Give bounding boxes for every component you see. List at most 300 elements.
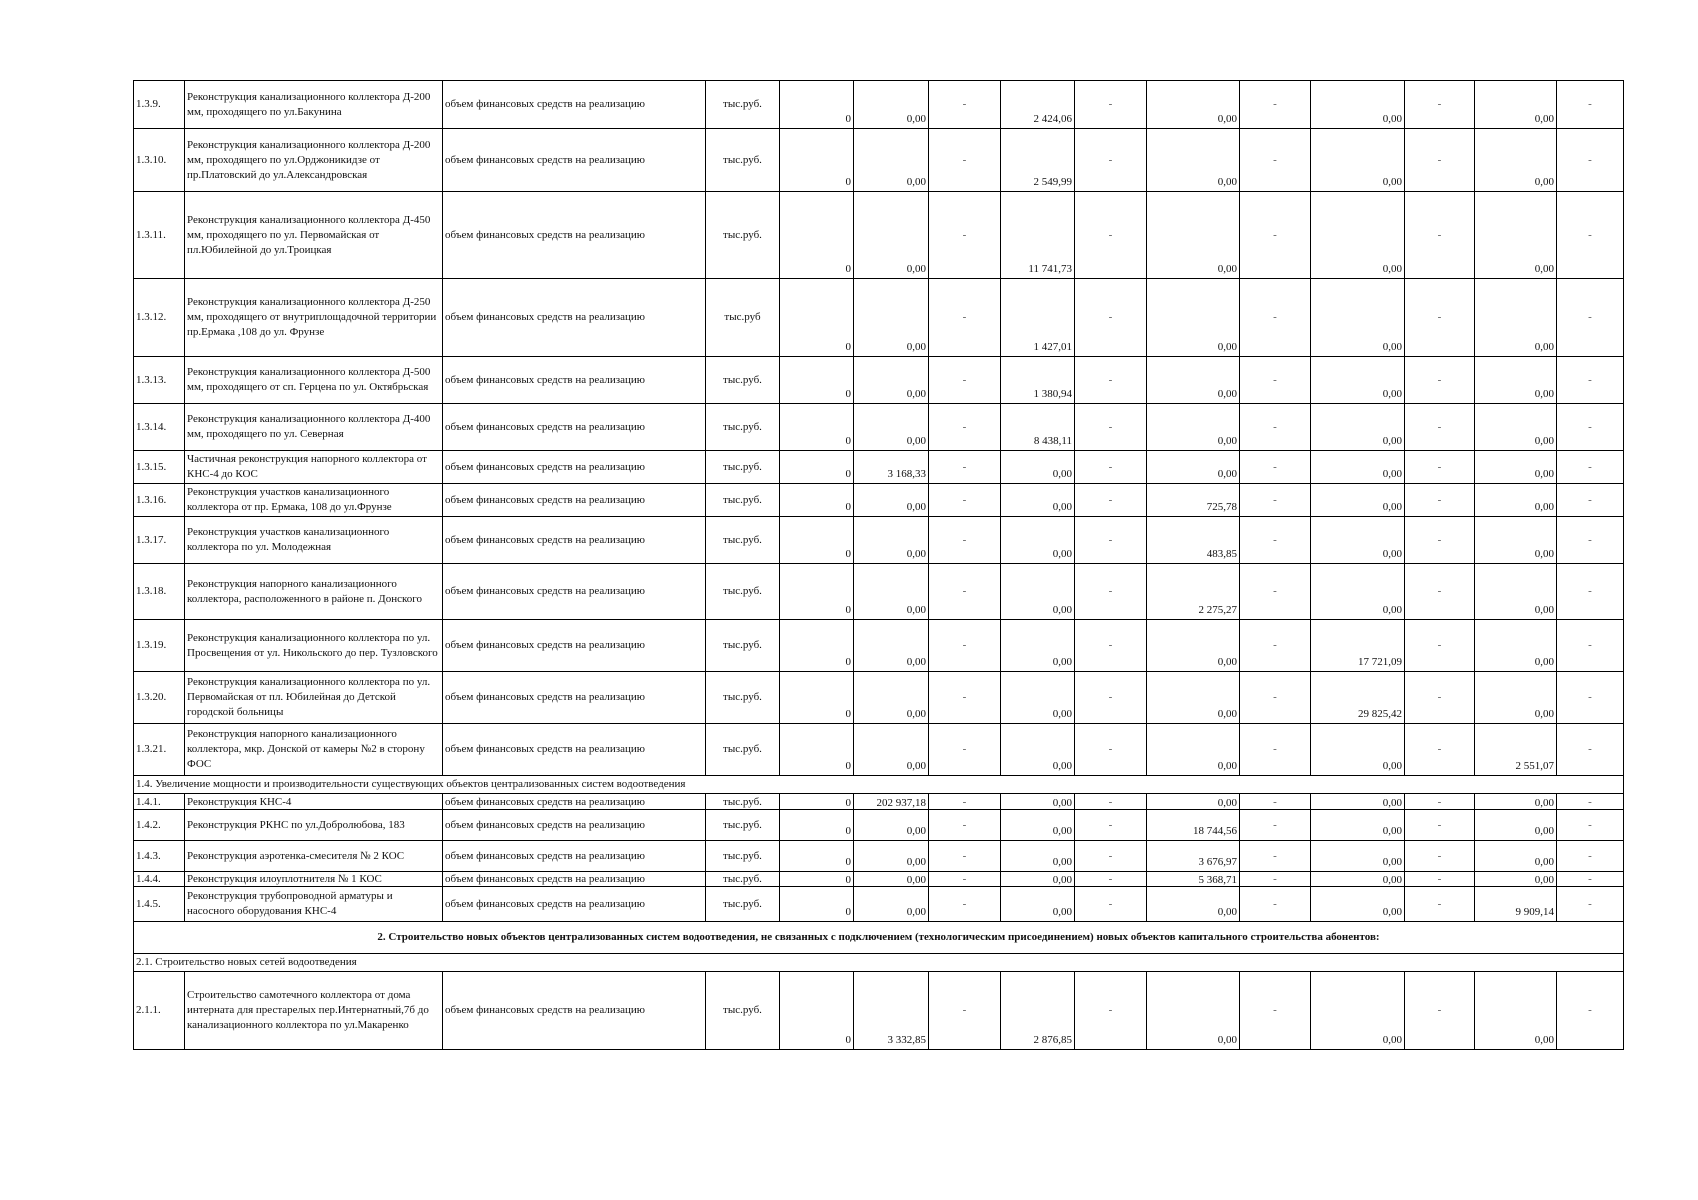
dash-cell: - <box>1405 672 1475 724</box>
value-cell: 0,00 <box>854 484 929 517</box>
dash-cell: - <box>1405 279 1475 357</box>
row-number: 1.3.9. <box>134 81 185 129</box>
value-cell: 0 <box>780 404 854 451</box>
dash-cell: - <box>1405 484 1475 517</box>
dash-cell: - <box>1557 794 1624 810</box>
row-indicator: объем финансовых средств на реализацию <box>443 451 706 484</box>
row-number: 1.3.12. <box>134 279 185 357</box>
value-cell: 483,85 <box>1147 517 1240 564</box>
row-name: Реконструкция канализационного коллектора по ул. Первомайская от пл. Юбилейная до Детской городской больницы <box>185 672 443 724</box>
dash-cell: - <box>1075 672 1147 724</box>
dash-cell: - <box>1075 841 1147 872</box>
value-cell: 1 427,01 <box>1001 279 1075 357</box>
row-unit: тыс.руб. <box>706 872 780 887</box>
dash-cell: - <box>929 841 1001 872</box>
row-name: Реконструкция канализационного коллектора по ул. Просвещения от ул. Никольского до пер. Тузловского <box>185 620 443 672</box>
dash-cell: - <box>1240 357 1311 404</box>
dash-cell: - <box>1075 724 1147 776</box>
row-number: 1.3.21. <box>134 724 185 776</box>
dash-cell: - <box>1240 794 1311 810</box>
value-cell: 5 368,71 <box>1147 872 1240 887</box>
row-name: Реконструкция канализационного коллектора Д-400 мм, проходящего по ул. Северная <box>185 404 443 451</box>
dash-cell: - <box>1405 81 1475 129</box>
value-cell: 0,00 <box>1475 872 1557 887</box>
value-cell: 0 <box>780 129 854 192</box>
row-unit: тыс.руб. <box>706 129 780 192</box>
dash-cell: - <box>1405 564 1475 620</box>
dash-cell: - <box>1075 887 1147 922</box>
value-cell: 0,00 <box>1001 620 1075 672</box>
table-row <box>134 279 1624 357</box>
section-title: 2. Строительство новых объектов централизованных систем водоотведения, не связанных с подключением (технологическим присоединением) новых объектов капитального строительства абонентов: <box>134 922 1624 954</box>
dash-cell: - <box>1405 620 1475 672</box>
value-cell: 0,00 <box>1311 872 1405 887</box>
row-number: 1.3.19. <box>134 620 185 672</box>
row-name: Реконструкция канализационного коллектора Д-450 мм, проходящего по ул. Первомайская от пл.Юбилейной до ул.Троицкая <box>185 192 443 279</box>
value-cell: 2 424,06 <box>1001 81 1075 129</box>
row-number: 1.3.15. <box>134 451 185 484</box>
value-cell: 0,00 <box>1001 564 1075 620</box>
value-cell: 725,78 <box>1147 484 1240 517</box>
value-cell: 0 <box>780 672 854 724</box>
dash-cell: - <box>1557 451 1624 484</box>
row-name: Частичная реконструкция напорного коллектора от КНС-4 до КОС <box>185 451 443 484</box>
row-name: Реконструкция канализационного коллектора Д-200 мм, проходящего по ул.Орджоникидзе от пр.Платовский до ул.Александровская <box>185 129 443 192</box>
value-cell: 3 168,33 <box>854 451 929 484</box>
subsection-title: 2.1. Строительство новых сетей водоотведения <box>134 954 1624 972</box>
value-cell: 0,00 <box>1311 564 1405 620</box>
table-row <box>134 887 1624 922</box>
dash-cell: - <box>1075 404 1147 451</box>
dash-cell: - <box>929 887 1001 922</box>
row-indicator: объем финансовых средств на реализацию <box>443 620 706 672</box>
value-cell: 0 <box>780 620 854 672</box>
subsection-header-row <box>134 954 1624 972</box>
dash-cell: - <box>1557 129 1624 192</box>
row-number: 1.3.13. <box>134 357 185 404</box>
dash-cell: - <box>1240 810 1311 841</box>
dash-cell: - <box>1075 620 1147 672</box>
dash-cell: - <box>1557 841 1624 872</box>
dash-cell: - <box>1075 192 1147 279</box>
table-row <box>134 872 1624 887</box>
dash-cell: - <box>1557 620 1624 672</box>
dash-cell: - <box>1240 484 1311 517</box>
row-number: 1.4.5. <box>134 887 185 922</box>
value-cell: 0 <box>780 81 854 129</box>
row-indicator: объем финансовых средств на реализацию <box>443 972 706 1050</box>
row-indicator: объем финансовых средств на реализацию <box>443 564 706 620</box>
value-cell: 0,00 <box>1475 404 1557 451</box>
dash-cell: - <box>929 724 1001 776</box>
dash-cell: - <box>1405 887 1475 922</box>
row-indicator: объем финансовых средств на реализацию <box>443 517 706 564</box>
dash-cell: - <box>1557 872 1624 887</box>
value-cell: 0 <box>780 872 854 887</box>
table-row <box>134 484 1624 517</box>
value-cell: 0,00 <box>1475 672 1557 724</box>
row-name: Реконструкция РКНС по ул.Добролюбова, 183 <box>185 810 443 841</box>
row-indicator: объем финансовых средств на реализацию <box>443 887 706 922</box>
dash-cell: - <box>1405 724 1475 776</box>
table-row <box>134 81 1624 129</box>
dash-cell: - <box>1075 810 1147 841</box>
row-number: 1.3.14. <box>134 404 185 451</box>
value-cell: 0,00 <box>854 841 929 872</box>
dash-cell: - <box>1075 129 1147 192</box>
value-cell: 0,00 <box>1311 192 1405 279</box>
dash-cell: - <box>1240 81 1311 129</box>
row-unit: тыс.руб <box>706 279 780 357</box>
row-name: Реконструкция канализационного коллектора Д-250 мм, проходящего от внутриплощадочной территории пр.Ермака ,108 до ул. Фрунзе <box>185 279 443 357</box>
value-cell: 0,00 <box>1311 81 1405 129</box>
value-cell: 0,00 <box>1001 841 1075 872</box>
row-number: 1.3.10. <box>134 129 185 192</box>
value-cell: 0,00 <box>1001 810 1075 841</box>
row-number: 1.4.3. <box>134 841 185 872</box>
row-name: Реконструкция аэротенка-смесителя № 2 КОС <box>185 841 443 872</box>
value-cell: 0,00 <box>1475 192 1557 279</box>
value-cell: 1 380,94 <box>1001 357 1075 404</box>
row-indicator: объем финансовых средств на реализацию <box>443 484 706 517</box>
investment-program-table <box>133 80 1624 1050</box>
value-cell: 0,00 <box>854 517 929 564</box>
dash-cell: - <box>1405 451 1475 484</box>
row-unit: тыс.руб. <box>706 672 780 724</box>
dash-cell: - <box>1557 279 1624 357</box>
subsection-title: 1.4. Увеличение мощности и производительности существующих объектов централизованных систем водоотведения <box>134 776 1624 794</box>
value-cell: 0,00 <box>1147 357 1240 404</box>
dash-cell: - <box>1240 841 1311 872</box>
row-unit: тыс.руб. <box>706 810 780 841</box>
row-name: Реконструкция участков канализационного коллектора по ул. Молодежная <box>185 517 443 564</box>
dash-cell: - <box>1557 484 1624 517</box>
value-cell: 0 <box>780 724 854 776</box>
subsection-header-row <box>134 776 1624 794</box>
row-indicator: объем финансовых средств на реализацию <box>443 724 706 776</box>
table-row <box>134 672 1624 724</box>
row-unit: тыс.руб. <box>706 517 780 564</box>
row-indicator: объем финансовых средств на реализацию <box>443 672 706 724</box>
value-cell: 0,00 <box>1147 129 1240 192</box>
value-cell: 0 <box>780 810 854 841</box>
value-cell: 0,00 <box>854 872 929 887</box>
table-body <box>134 81 1624 1050</box>
value-cell: 0,00 <box>1147 972 1240 1050</box>
dash-cell: - <box>929 620 1001 672</box>
dash-cell: - <box>1557 192 1624 279</box>
value-cell: 29 825,42 <box>1311 672 1405 724</box>
dash-cell: - <box>929 564 1001 620</box>
value-cell: 0,00 <box>1475 81 1557 129</box>
row-number: 1.4.2. <box>134 810 185 841</box>
dash-cell: - <box>1075 794 1147 810</box>
dash-cell: - <box>929 972 1001 1050</box>
value-cell: 0,00 <box>1147 672 1240 724</box>
dash-cell: - <box>1557 357 1624 404</box>
row-unit: тыс.руб. <box>706 794 780 810</box>
row-number: 1.3.18. <box>134 564 185 620</box>
value-cell: 0 <box>780 564 854 620</box>
value-cell: 2 549,99 <box>1001 129 1075 192</box>
value-cell: 0,00 <box>1311 357 1405 404</box>
dash-cell: - <box>1557 810 1624 841</box>
dash-cell: - <box>1075 451 1147 484</box>
value-cell: 0,00 <box>1475 972 1557 1050</box>
value-cell: 0,00 <box>1147 887 1240 922</box>
value-cell: 2 876,85 <box>1001 972 1075 1050</box>
value-cell: 0 <box>780 972 854 1050</box>
value-cell: 0 <box>780 484 854 517</box>
value-cell: 0,00 <box>854 672 929 724</box>
value-cell: 0,00 <box>1311 451 1405 484</box>
value-cell: 2 275,27 <box>1147 564 1240 620</box>
row-unit: тыс.руб. <box>706 564 780 620</box>
value-cell: 0,00 <box>854 81 929 129</box>
value-cell: 9 909,14 <box>1475 887 1557 922</box>
value-cell: 0,00 <box>1475 841 1557 872</box>
row-name: Реконструкция напорного канализационного коллектора, мкр. Донской от камеры №2 в сторону ФОС <box>185 724 443 776</box>
table-row <box>134 517 1624 564</box>
value-cell: 202 937,18 <box>854 794 929 810</box>
row-number: 2.1.1. <box>134 972 185 1050</box>
value-cell: 0,00 <box>1311 887 1405 922</box>
dash-cell: - <box>1240 887 1311 922</box>
value-cell: 11 741,73 <box>1001 192 1075 279</box>
value-cell: 0,00 <box>1475 129 1557 192</box>
value-cell: 0,00 <box>1001 451 1075 484</box>
value-cell: 8 438,11 <box>1001 404 1075 451</box>
value-cell: 3 676,97 <box>1147 841 1240 872</box>
value-cell: 0,00 <box>1475 794 1557 810</box>
dash-cell: - <box>1405 192 1475 279</box>
dash-cell: - <box>929 81 1001 129</box>
value-cell: 0,00 <box>1147 794 1240 810</box>
value-cell: 0,00 <box>1311 129 1405 192</box>
row-number: 1.3.16. <box>134 484 185 517</box>
value-cell: 0,00 <box>1147 192 1240 279</box>
value-cell: 0,00 <box>854 357 929 404</box>
row-number: 1.4.4. <box>134 872 185 887</box>
value-cell: 0,00 <box>1475 517 1557 564</box>
value-cell: 0,00 <box>1311 484 1405 517</box>
dash-cell: - <box>1405 794 1475 810</box>
row-name: Реконструкция канализационного коллектора Д-200 мм, проходящего по ул.Бакунина <box>185 81 443 129</box>
row-indicator: объем финансовых средств на реализацию <box>443 192 706 279</box>
table-row <box>134 404 1624 451</box>
dash-cell: - <box>929 279 1001 357</box>
table-row <box>134 794 1624 810</box>
dash-cell: - <box>1405 972 1475 1050</box>
dash-cell: - <box>929 872 1001 887</box>
table-row <box>134 620 1624 672</box>
dash-cell: - <box>1557 81 1624 129</box>
dash-cell: - <box>1075 564 1147 620</box>
dash-cell: - <box>1557 404 1624 451</box>
row-number: 1.3.20. <box>134 672 185 724</box>
row-name: Реконструкция напорного канализационного коллектора, расположенного в районе п. Донского <box>185 564 443 620</box>
dash-cell: - <box>1557 564 1624 620</box>
dash-cell: - <box>1240 192 1311 279</box>
value-cell: 0 <box>780 357 854 404</box>
row-name: Строительство самотечного коллектора от дома интерната для престарелых пер.Интернатный,7б до канализационного коллектора по ул.Макаренко <box>185 972 443 1050</box>
row-unit: тыс.руб. <box>706 972 780 1050</box>
value-cell: 0,00 <box>1147 724 1240 776</box>
row-unit: тыс.руб. <box>706 192 780 279</box>
row-indicator: объем финансовых средств на реализацию <box>443 872 706 887</box>
dash-cell: - <box>1557 517 1624 564</box>
table-row <box>134 451 1624 484</box>
value-cell: 0,00 <box>1147 620 1240 672</box>
value-cell: 0,00 <box>1001 672 1075 724</box>
dash-cell: - <box>1240 404 1311 451</box>
dash-cell: - <box>929 517 1001 564</box>
value-cell: 3 332,85 <box>854 972 929 1050</box>
dash-cell: - <box>1240 620 1311 672</box>
dash-cell: - <box>1240 129 1311 192</box>
table-row <box>134 192 1624 279</box>
dash-cell: - <box>1075 279 1147 357</box>
value-cell: 0,00 <box>1001 724 1075 776</box>
dash-cell: - <box>1405 517 1475 564</box>
table-row <box>134 724 1624 776</box>
dash-cell: - <box>1557 887 1624 922</box>
row-name: Реконструкция трубопроводной арматуры и насосного оборудования КНС-4 <box>185 887 443 922</box>
row-indicator: объем финансовых средств на реализацию <box>443 279 706 357</box>
value-cell: 0,00 <box>1147 81 1240 129</box>
dash-cell: - <box>1075 81 1147 129</box>
value-cell: 0,00 <box>1475 357 1557 404</box>
row-indicator: объем финансовых средств на реализацию <box>443 81 706 129</box>
value-cell: 0,00 <box>1001 794 1075 810</box>
value-cell: 0,00 <box>854 887 929 922</box>
dash-cell: - <box>1075 357 1147 404</box>
value-cell: 0 <box>780 841 854 872</box>
row-name: Реконструкция участков канализационного коллектора от пр. Ермака, 108 до ул.Фрунзе <box>185 484 443 517</box>
row-name: Реконструкция канализационного коллектора Д-500 мм, проходящего от сп. Герцена по ул. Октябрьская <box>185 357 443 404</box>
value-cell: 0,00 <box>1475 484 1557 517</box>
dash-cell: - <box>1557 672 1624 724</box>
value-cell: 0,00 <box>854 810 929 841</box>
dash-cell: - <box>1405 872 1475 887</box>
table-row <box>134 841 1624 872</box>
row-indicator: объем финансовых средств на реализацию <box>443 794 706 810</box>
row-name: Реконструкция илоуплотнителя № 1 КОС <box>185 872 443 887</box>
dash-cell: - <box>929 192 1001 279</box>
value-cell: 0,00 <box>854 404 929 451</box>
dash-cell: - <box>929 672 1001 724</box>
row-number: 1.3.11. <box>134 192 185 279</box>
dash-cell: - <box>1240 517 1311 564</box>
row-indicator: объем финансовых средств на реализацию <box>443 810 706 841</box>
value-cell: 0,00 <box>1475 451 1557 484</box>
value-cell: 0,00 <box>1311 841 1405 872</box>
value-cell: 0 <box>780 794 854 810</box>
value-cell: 0,00 <box>854 129 929 192</box>
value-cell: 0,00 <box>1311 404 1405 451</box>
value-cell: 0,00 <box>1475 810 1557 841</box>
dash-cell: - <box>1240 672 1311 724</box>
row-unit: тыс.руб. <box>706 357 780 404</box>
dash-cell: - <box>1075 972 1147 1050</box>
dash-cell: - <box>1075 484 1147 517</box>
dash-cell: - <box>929 451 1001 484</box>
value-cell: 0,00 <box>854 279 929 357</box>
table-row <box>134 972 1624 1050</box>
value-cell: 0,00 <box>1311 279 1405 357</box>
value-cell: 0,00 <box>1475 564 1557 620</box>
dash-cell: - <box>1557 972 1624 1050</box>
value-cell: 0,00 <box>854 724 929 776</box>
value-cell: 0 <box>780 192 854 279</box>
dash-cell: - <box>1075 517 1147 564</box>
dash-cell: - <box>1240 279 1311 357</box>
section-header-row <box>134 922 1624 954</box>
row-unit: тыс.руб. <box>706 451 780 484</box>
value-cell: 0,00 <box>854 564 929 620</box>
dash-cell: - <box>1405 404 1475 451</box>
dash-cell: - <box>1240 724 1311 776</box>
dash-cell: - <box>1075 872 1147 887</box>
row-indicator: объем финансовых средств на реализацию <box>443 841 706 872</box>
dash-cell: - <box>1240 872 1311 887</box>
table-row <box>134 810 1624 841</box>
dash-cell: - <box>1240 451 1311 484</box>
value-cell: 0,00 <box>1001 872 1075 887</box>
value-cell: 2 551,07 <box>1475 724 1557 776</box>
value-cell: 0 <box>780 887 854 922</box>
row-number: 1.4.1. <box>134 794 185 810</box>
value-cell: 0,00 <box>854 620 929 672</box>
table-row <box>134 357 1624 404</box>
dash-cell: - <box>929 357 1001 404</box>
value-cell: 0 <box>780 517 854 564</box>
dash-cell: - <box>929 794 1001 810</box>
value-cell: 0,00 <box>1475 279 1557 357</box>
value-cell: 0,00 <box>1001 484 1075 517</box>
value-cell: 0,00 <box>1001 887 1075 922</box>
dash-cell: - <box>1557 724 1624 776</box>
dash-cell: - <box>1240 564 1311 620</box>
table-row <box>134 129 1624 192</box>
row-unit: тыс.руб. <box>706 404 780 451</box>
value-cell: 0 <box>780 279 854 357</box>
dash-cell: - <box>929 484 1001 517</box>
value-cell: 17 721,09 <box>1311 620 1405 672</box>
value-cell: 0,00 <box>1311 724 1405 776</box>
value-cell: 0,00 <box>1001 517 1075 564</box>
value-cell: 0,00 <box>854 192 929 279</box>
value-cell: 0,00 <box>1147 404 1240 451</box>
value-cell: 0,00 <box>1311 810 1405 841</box>
row-unit: тыс.руб. <box>706 724 780 776</box>
value-cell: 0,00 <box>1147 279 1240 357</box>
row-number: 1.3.17. <box>134 517 185 564</box>
value-cell: 18 744,56 <box>1147 810 1240 841</box>
value-cell: 0,00 <box>1475 620 1557 672</box>
dash-cell: - <box>1405 810 1475 841</box>
dash-cell: - <box>1405 357 1475 404</box>
value-cell: 0,00 <box>1311 517 1405 564</box>
row-name: Реконструкция КНС-4 <box>185 794 443 810</box>
row-unit: тыс.руб. <box>706 484 780 517</box>
row-unit: тыс.руб. <box>706 620 780 672</box>
dash-cell: - <box>1405 841 1475 872</box>
row-indicator: объем финансовых средств на реализацию <box>443 404 706 451</box>
row-indicator: объем финансовых средств на реализацию <box>443 129 706 192</box>
value-cell: 0,00 <box>1311 794 1405 810</box>
dash-cell: - <box>1405 129 1475 192</box>
